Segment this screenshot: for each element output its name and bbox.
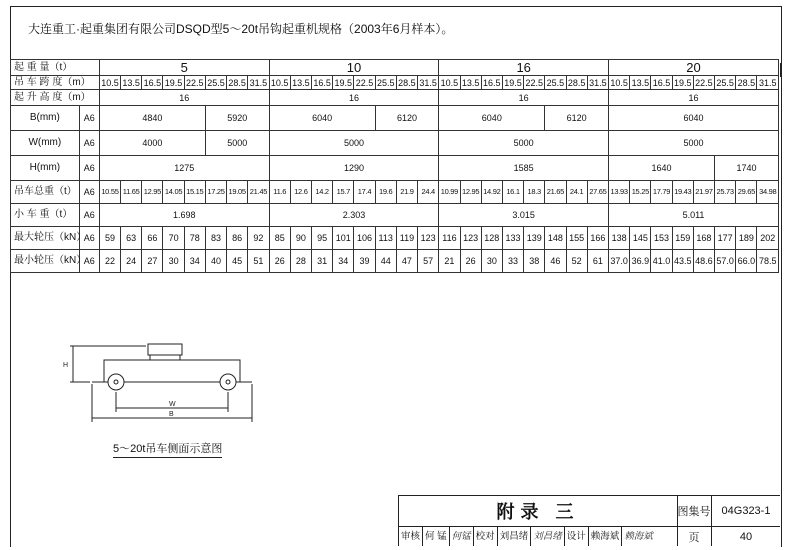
max-value: 85	[269, 227, 290, 250]
b-label: B(mm)	[11, 106, 80, 131]
span-value: 22.5	[355, 77, 374, 88]
min-value: 30	[163, 250, 184, 273]
span-value: 31.5	[419, 77, 437, 88]
min-value: 33	[502, 250, 523, 273]
min-value: 34	[184, 250, 205, 273]
span-value: 10.5	[610, 77, 628, 88]
total-value: 21.97	[693, 181, 714, 204]
capacity-value: 10	[269, 60, 439, 76]
b-label: B	[169, 411, 174, 418]
min-value: 57	[418, 250, 439, 273]
atlas-number: 04G323-1	[712, 496, 780, 527]
b-value: 6040	[609, 106, 779, 131]
total-value: 13.93	[609, 181, 630, 204]
span-value: 10.5	[101, 77, 119, 88]
h-value: 1585	[439, 156, 609, 181]
work-class: A6	[79, 250, 99, 273]
max-value: 166	[587, 227, 608, 250]
designer-signature: 赖海斌	[624, 531, 653, 542]
h-label: H	[63, 362, 69, 369]
max-value: 189	[736, 227, 757, 250]
span-value: 16.5	[313, 77, 331, 88]
total-label: 吊车总重（t）	[11, 181, 80, 204]
span-value: 25.5	[716, 77, 734, 88]
trolley-label: 小 车 重（t）	[11, 204, 80, 227]
b-row	[11, 106, 779, 131]
max-value: 83	[205, 227, 226, 250]
span-value: 19.5	[673, 77, 692, 88]
b-value: 4840	[99, 106, 205, 131]
span-value: 28.5	[567, 77, 586, 88]
max-value: 59	[99, 227, 120, 250]
crane-side-diagram	[63, 336, 260, 426]
total-value: 21.45	[248, 181, 269, 204]
total-value: 16.1	[502, 181, 523, 204]
capacity-label: 起 重 量（t）	[11, 60, 100, 76]
total-value: 29.65	[736, 181, 757, 204]
lift-value: 16	[269, 90, 439, 106]
title-block	[398, 495, 780, 546]
w-row	[11, 131, 779, 156]
edge-mark	[780, 63, 782, 77]
max-value: 177	[715, 227, 736, 250]
min-value: 31	[312, 250, 333, 273]
end-carriage-shape	[104, 360, 240, 382]
total-value: 12.6	[290, 181, 311, 204]
min-value: 45	[227, 250, 248, 273]
lift-value: 16	[439, 90, 609, 106]
span-value: 19.5	[164, 77, 183, 88]
max-value: 202	[757, 227, 779, 250]
span-value: 31.5	[249, 77, 268, 88]
work-class: A6	[79, 181, 99, 204]
work-class: A6	[79, 204, 99, 227]
max-wheel-load-row	[11, 227, 779, 250]
max-value: 119	[396, 227, 417, 250]
max-value: 138	[609, 227, 630, 250]
span-value: 28.5	[398, 77, 416, 88]
work-class: A6	[79, 227, 99, 250]
total-value: 21.65	[545, 181, 566, 204]
span-value: 16.5	[652, 77, 671, 88]
span-value: 10.5	[270, 77, 289, 88]
total-value: 15.7	[333, 181, 354, 204]
h-label: H(mm)	[11, 156, 80, 181]
max-value: 86	[227, 227, 248, 250]
total-value: 10.99	[439, 181, 460, 204]
capacity-value: 20	[609, 60, 779, 76]
max-value: 133	[502, 227, 523, 250]
total-value: 27.65	[587, 181, 608, 204]
span-value: 16.5	[143, 77, 162, 88]
work-class: A6	[79, 131, 99, 156]
max-value: 63	[121, 227, 142, 250]
max-value: 148	[545, 227, 566, 250]
span-value: 13.5	[461, 77, 480, 88]
lift-value: 16	[609, 90, 779, 106]
min-value: 34	[333, 250, 354, 273]
h-row	[11, 156, 779, 181]
max-value: 101	[333, 227, 354, 250]
capacity-row	[11, 60, 779, 76]
max-value: 153	[651, 227, 672, 250]
max-value: 66	[142, 227, 163, 250]
span-value: 13.5	[631, 77, 650, 88]
span-value: 22.5	[186, 77, 204, 88]
max-value: 159	[672, 227, 693, 250]
trolley-shape	[148, 344, 182, 355]
reviewer-name: 何 锰	[423, 527, 450, 546]
max-value: 70	[163, 227, 184, 250]
b-value: 6120	[545, 106, 609, 131]
max-value: 123	[418, 227, 439, 250]
w-value: 5000	[439, 131, 609, 156]
max-value: 123	[460, 227, 481, 250]
min-value: 57.0	[715, 250, 736, 273]
min-value: 61	[587, 250, 608, 273]
min-value: 41.0	[651, 250, 672, 273]
w-value: 5000	[609, 131, 779, 156]
min-value: 40	[205, 250, 226, 273]
min-value: 51	[248, 250, 269, 273]
total-value: 11.65	[121, 181, 142, 204]
h-value: 1740	[715, 156, 779, 181]
total-value: 11.6	[269, 181, 290, 204]
trolley-value: 5.011	[609, 204, 779, 227]
min-value: 37.0	[609, 250, 630, 273]
review-label: 审核	[399, 527, 423, 546]
max-value: 139	[524, 227, 545, 250]
max-label: 最大轮压（kN）	[11, 227, 80, 250]
b-value: 6040	[439, 106, 545, 131]
min-value: 28	[290, 250, 311, 273]
total-value: 21.9	[396, 181, 417, 204]
max-value: 90	[290, 227, 311, 250]
h-value: 1275	[99, 156, 269, 181]
check-label: 校对	[474, 527, 498, 546]
total-value: 12.95	[142, 181, 163, 204]
trolley-weight-row	[11, 204, 779, 227]
total-value: 25.73	[715, 181, 736, 204]
total-value: 19.05	[227, 181, 248, 204]
total-value: 12.95	[460, 181, 481, 204]
span-value: 13.5	[122, 77, 140, 88]
h-value: 1290	[269, 156, 439, 181]
total-weight-row	[11, 181, 779, 204]
trolley-value: 1.698	[99, 204, 269, 227]
w-label: W(mm)	[11, 131, 80, 156]
span-value: 19.5	[504, 77, 522, 88]
min-value: 26	[269, 250, 290, 273]
page-number: 40	[739, 530, 753, 543]
atlas-label: 图集号	[677, 496, 712, 527]
capacity-value: 5	[99, 60, 269, 76]
h-value: 1640	[609, 156, 715, 181]
w-label: W	[169, 401, 176, 408]
span-value: 10.5	[440, 77, 459, 88]
b-value: 5920	[205, 106, 269, 131]
max-value: 128	[481, 227, 502, 250]
total-value: 24.1	[566, 181, 587, 204]
span-value: 22.5	[695, 77, 713, 88]
span-value: 13.5	[292, 77, 310, 88]
signature-row	[399, 527, 678, 546]
total-value: 18.3	[524, 181, 545, 204]
max-value: 145	[630, 227, 651, 250]
total-value: 19.43	[672, 181, 693, 204]
min-value: 26	[460, 250, 481, 273]
page-label: 页	[677, 527, 712, 546]
min-value: 30	[481, 250, 502, 273]
left-wheel-shape	[108, 374, 124, 390]
b-value: 6040	[269, 106, 375, 131]
work-class: A6	[79, 106, 99, 131]
min-value: 47	[396, 250, 417, 273]
span-label: 吊 车 跨 度（m）	[11, 76, 100, 90]
min-value: 78.5	[757, 250, 779, 273]
w-value: 5000	[269, 131, 439, 156]
total-value: 17.79	[651, 181, 672, 204]
lift-row	[11, 90, 779, 106]
total-value: 24.4	[418, 181, 439, 204]
span-value: 25.5	[376, 77, 395, 88]
total-value: 17.25	[205, 181, 226, 204]
checker-name: 刘昌绪	[498, 527, 532, 546]
checker-signature: 刘昌绪	[531, 527, 565, 546]
min-value: 52	[566, 250, 587, 273]
span-value: 25.5	[207, 77, 225, 88]
min-wheel-load-row	[11, 250, 779, 273]
w-value: 5000	[205, 131, 269, 156]
max-value: 116	[439, 227, 460, 250]
span-value: 31.5	[757, 76, 779, 90]
span-value: 28.5	[737, 77, 756, 88]
total-value: 14.2	[312, 181, 333, 204]
max-value: 113	[375, 227, 396, 250]
capacity-value: 16	[439, 60, 609, 76]
appendix-title: 附录 三	[399, 496, 678, 527]
min-value: 66.0	[736, 250, 757, 273]
right-wheel-shape	[220, 374, 236, 390]
min-value: 48.6	[693, 250, 714, 273]
span-value: 25.5	[546, 77, 565, 88]
total-value: 19.6	[375, 181, 396, 204]
total-value: 17.4	[354, 181, 375, 204]
total-value: 15.25	[630, 181, 651, 204]
total-value: 15.15	[184, 181, 205, 204]
trolley-value: 3.015	[439, 204, 609, 227]
lift-value: 16	[99, 90, 269, 106]
diagram-caption: 5～20t吊车侧面示意图	[113, 440, 222, 458]
work-class: A6	[79, 156, 99, 181]
min-value: 21	[439, 250, 460, 273]
min-value: 38	[524, 250, 545, 273]
span-value: 31.5	[589, 77, 607, 88]
total-value: 14.05	[163, 181, 184, 204]
min-label: 最小轮压（kN）	[11, 250, 80, 273]
min-value: 46	[545, 250, 566, 273]
min-value: 22	[99, 250, 120, 273]
min-value: 39	[354, 250, 375, 273]
max-value: 92	[248, 227, 269, 250]
span-value: 22.5	[525, 77, 543, 88]
max-value: 95	[312, 227, 333, 250]
total-value: 14.92	[481, 181, 502, 204]
min-value: 24	[121, 250, 142, 273]
min-value: 44	[375, 250, 396, 273]
span-value: 19.5	[334, 77, 353, 88]
document-heading: 大连重工·起重集团有限公司DSQD型5～20t吊钩起重机规格（2003年6月样本）。	[28, 22, 454, 36]
lift-label: 起 升 高 度（m）	[11, 90, 100, 106]
max-value: 78	[184, 227, 205, 250]
max-value: 168	[693, 227, 714, 250]
designer-name: 赖海斌	[589, 527, 623, 546]
min-value: 36.9	[630, 250, 651, 273]
span-value: 16.5	[483, 77, 501, 88]
crane-spec-table	[10, 59, 779, 273]
max-value: 106	[354, 227, 375, 250]
b-value: 6120	[375, 106, 439, 131]
min-value: 27	[142, 250, 163, 273]
design-label: 设计	[565, 527, 589, 546]
span-value: 28.5	[228, 77, 246, 88]
max-value: 155	[566, 227, 587, 250]
total-value: 34.98	[757, 181, 779, 204]
total-value: 10.55	[99, 181, 120, 204]
w-value: 4000	[99, 131, 205, 156]
trolley-value: 2.303	[269, 204, 439, 227]
min-value: 43.5	[672, 250, 693, 273]
reviewer-signature: 何锰	[450, 527, 474, 546]
span-row	[11, 76, 779, 90]
